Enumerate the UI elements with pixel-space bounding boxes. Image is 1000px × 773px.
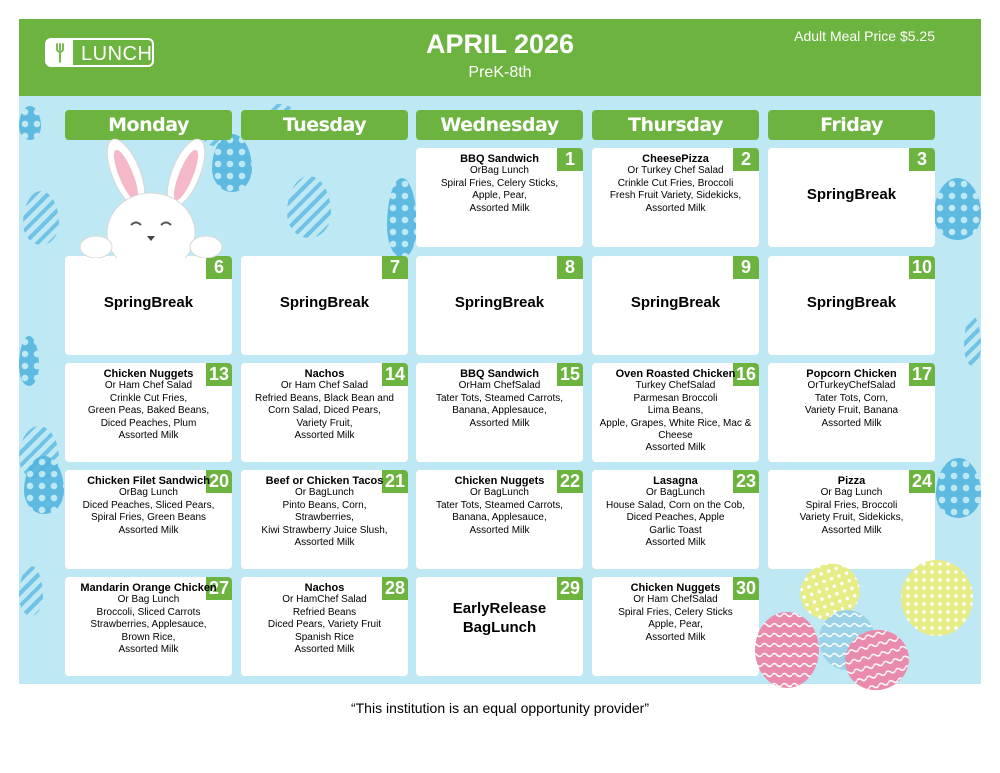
menu-list <box>768 368 935 430</box>
menu-item: Apple, Grapes, White Rice, Mac & <box>599 417 752 429</box>
menu-item: Variety Fruit, Sidekicks, <box>799 512 904 524</box>
menu-item: Tater Tots, Corn, <box>814 392 889 404</box>
menu-item: Assorted Milk <box>118 644 179 656</box>
menu-item: Assorted Milk <box>645 202 706 214</box>
menu-entree: Pizza <box>837 475 866 487</box>
menu-item: Strawberries, <box>295 512 354 524</box>
menu-entree: Nachos <box>304 582 345 594</box>
calendar-day-cell <box>241 363 408 462</box>
menu-entree: Beef or Chicken Tacos <box>265 475 384 487</box>
menu-item: Variety Fruit, <box>296 417 353 429</box>
menu-entree: CheesePizza <box>642 153 709 165</box>
menu-entree: Popcorn Chicken <box>806 368 897 380</box>
menu-item: Or BagLunch <box>470 487 529 499</box>
menu-list <box>592 153 759 215</box>
day-number: 28 <box>382 577 408 600</box>
menu-item: Corn Salad, Diced Pears, <box>268 405 381 417</box>
menu-item: Apple, Pear, <box>472 190 527 202</box>
egg-icon <box>387 178 417 258</box>
day-number: 16 <box>733 363 759 386</box>
calendar-day-cell <box>416 470 583 569</box>
menu-list <box>65 582 232 656</box>
menu-item: Or BagLunch <box>295 487 354 499</box>
calendar-day-cell <box>416 577 583 676</box>
day-note: EarlyRelease BagLunch <box>452 600 547 636</box>
menu-item: Banana, Applesauce, <box>452 405 547 417</box>
calendar-day-cell <box>416 363 583 462</box>
bunny-icon <box>76 133 226 258</box>
menu-item: OrTurkeyChefSalad <box>807 380 896 392</box>
menu-item: House Salad, Corn on the Cob, <box>606 499 745 511</box>
egg-icon <box>934 178 981 240</box>
egg-icon <box>19 336 39 386</box>
menu-entree: Chicken Filet Sandwich <box>87 475 210 487</box>
day-number: 1 <box>557 148 583 171</box>
egg-icon <box>964 316 981 366</box>
menu-item: Lima Beans, <box>647 405 704 417</box>
menu-list <box>241 368 408 442</box>
menu-item: Assorted Milk <box>645 631 706 643</box>
day-number: 29 <box>557 577 583 600</box>
day-header-wednesday: Wednesday <box>416 110 583 140</box>
menu-list <box>65 475 232 537</box>
menu-item: Assorted Milk <box>821 417 882 429</box>
adult-meal-price: Adult Meal Price $5.25 <box>794 28 935 44</box>
day-number: 27 <box>206 577 232 600</box>
menu-item: Tater Tots, Steamed Carrots, <box>435 392 564 404</box>
menu-list <box>592 368 759 455</box>
day-header-tuesday: Tuesday <box>241 110 408 140</box>
menu-item: Banana, Applesauce, <box>452 512 547 524</box>
footer-statement: “This institution is an equal opportunity provider” <box>350 700 650 716</box>
header-banner <box>19 19 981 96</box>
menu-list <box>592 582 759 644</box>
menu-item: Assorted Milk <box>294 644 355 656</box>
day-number: 10 <box>909 256 935 279</box>
egg-icon <box>23 191 59 245</box>
menu-item: Pinto Beans, Corn, <box>282 499 367 511</box>
menu-item: Spiral Fries, Celery Sticks <box>618 606 733 618</box>
day-number: 9 <box>733 256 759 279</box>
menu-item: Or Ham Chef Salad <box>280 380 369 392</box>
day-note: SpringBreak <box>454 294 545 311</box>
day-number: 17 <box>909 363 935 386</box>
menu-item: Assorted Milk <box>469 524 530 536</box>
menu-item: Diced Peaches, Apple <box>626 512 725 524</box>
menu-list <box>416 475 583 537</box>
menu-entree: Oven Roasted Chicken <box>615 368 736 380</box>
day-number: 13 <box>206 363 232 386</box>
menu-item: Assorted Milk <box>294 537 355 549</box>
menu-item: Or BagLunch <box>646 487 705 499</box>
day-number: 24 <box>909 470 935 493</box>
menu-item: Or Ham ChefSalad <box>633 594 718 606</box>
menu-item: Or HamChef Salad <box>282 594 367 606</box>
menu-item: Green Peas, Baked Beans, <box>87 405 210 417</box>
calendar-day-cell <box>592 577 759 676</box>
menu-item: Assorted Milk <box>821 524 882 536</box>
day-header-monday: Monday <box>65 110 232 140</box>
menu-item: Or Turkey Chef Salad <box>627 165 724 177</box>
menu-list <box>416 153 583 215</box>
day-number: 3 <box>909 148 935 171</box>
page-title: APRIL 2026 <box>425 29 575 59</box>
menu-item: Diced Peaches, Sliced Pears, <box>82 499 215 511</box>
menu-item: Spiral Fries, Green Beans <box>90 512 207 524</box>
day-note: SpringBreak <box>630 294 721 311</box>
day-number: 7 <box>382 256 408 279</box>
menu-item: Cheese <box>658 430 693 442</box>
day-number: 8 <box>557 256 583 279</box>
day-header-thursday: Thursday <box>592 110 759 140</box>
menu-entree: Nachos <box>304 368 345 380</box>
menu-item: Crinkle Cut Fries, Broccoli <box>617 177 734 189</box>
calendar-day-cell <box>241 256 408 355</box>
calendar-day-cell <box>592 470 759 569</box>
menu-item: Spiral Fries, Broccoli <box>805 499 898 511</box>
calendar-day-cell <box>768 148 935 247</box>
menu-item: Brown Rice, <box>121 631 176 643</box>
logo-text: LUNCH <box>81 43 153 65</box>
menu-item: Spanish Rice <box>295 631 354 643</box>
egg-icon <box>19 106 41 140</box>
egg-icon <box>936 458 981 518</box>
menu-entree: BBQ Sandwich <box>460 368 539 380</box>
menu-item: Fresh Fruit Variety, Sidekicks, <box>609 190 742 202</box>
day-number: 15 <box>557 363 583 386</box>
menu-item: OrBag Lunch <box>470 165 529 177</box>
calendar-day-cell <box>416 256 583 355</box>
calendar-day-cell <box>241 577 408 676</box>
menu-item: Assorted Milk <box>118 430 179 442</box>
day-note: SpringBreak <box>806 294 897 311</box>
menu-item: Or Bag Lunch <box>820 487 883 499</box>
menu-entree: Chicken Nuggets <box>103 368 194 380</box>
day-number: 30 <box>733 577 759 600</box>
menu-entree: Chicken Nuggets <box>630 582 721 594</box>
day-header-friday: Friday <box>768 110 935 140</box>
calendar-day-cell <box>592 363 759 462</box>
menu-item: Garlic Toast <box>649 524 702 536</box>
menu-item: Diced Peaches, Plum <box>100 417 197 429</box>
menu-list <box>241 475 408 549</box>
page-subtitle: PreK-8th <box>468 64 532 81</box>
menu-item: Or Ham Chef Salad <box>104 380 193 392</box>
calendar-day-cell <box>592 148 759 247</box>
menu-item: Assorted Milk <box>469 417 530 429</box>
menu-item: Assorted Milk <box>469 202 530 214</box>
calendar-day-cell <box>416 148 583 247</box>
day-note: SpringBreak <box>279 294 370 311</box>
menu-list <box>416 368 583 430</box>
menu-list <box>592 475 759 549</box>
easter-eggs-icon <box>752 560 982 690</box>
menu-item: Or Bag Lunch <box>117 594 180 606</box>
menu-list <box>241 582 408 656</box>
menu-item: Broccoli, Sliced Carrots <box>96 606 201 618</box>
day-number: 6 <box>206 256 232 279</box>
calendar-day-cell <box>768 470 935 569</box>
menu-item: Diced Pears, Variety Fruit <box>267 619 382 631</box>
calendar-day-cell <box>768 363 935 462</box>
menu-item: Assorted Milk <box>645 537 706 549</box>
menu-item: Tater Tots, Steamed Carrots, <box>435 499 564 511</box>
menu-item: Turkey ChefSalad <box>635 380 716 392</box>
menu-entree: Chicken Nuggets <box>454 475 545 487</box>
menu-item: Crinkle Cut Fries, <box>109 392 188 404</box>
calendar-day-cell <box>592 256 759 355</box>
day-number: 20 <box>206 470 232 493</box>
day-note: SpringBreak <box>103 294 194 311</box>
menu-item: OrHam ChefSalad <box>458 380 541 392</box>
egg-icon <box>19 566 43 616</box>
calendar-day-cell <box>65 363 232 462</box>
day-number: 22 <box>557 470 583 493</box>
menu-item: Assorted Milk <box>294 430 355 442</box>
menu-list <box>768 475 935 537</box>
menu-item: Assorted Milk <box>645 442 706 454</box>
menu-item: Spiral Fries, Celery Sticks, <box>440 177 559 189</box>
menu-list <box>65 368 232 442</box>
menu-entree: Lasagna <box>653 475 698 487</box>
egg-icon <box>287 176 331 238</box>
day-number: 23 <box>733 470 759 493</box>
menu-item: Apple, Pear, <box>648 619 703 631</box>
menu-entree: BBQ Sandwich <box>460 153 539 165</box>
calendar-day-cell <box>768 256 935 355</box>
day-number: 2 <box>733 148 759 171</box>
menu-item: Assorted Milk <box>118 524 179 536</box>
day-number: 21 <box>382 470 408 493</box>
day-note: SpringBreak <box>806 186 897 203</box>
menu-item: Refried Beans <box>292 606 357 618</box>
calendar-day-cell <box>65 256 232 355</box>
menu-item: Refried Beans, Black Bean and <box>255 392 394 404</box>
menu-item: Parmesan Broccoli <box>633 392 718 404</box>
menu-item: Variety Fruit, Banana <box>804 405 899 417</box>
calendar-day-cell <box>65 470 232 569</box>
menu-entree: Mandarin Orange Chicken <box>80 582 217 594</box>
menu-item: OrBag Lunch <box>119 487 178 499</box>
calendar-day-cell <box>241 470 408 569</box>
calendar-day-cell <box>65 577 232 676</box>
menu-item: Kiwi Strawberry Juice Slush, <box>261 524 388 536</box>
day-number: 14 <box>382 363 408 386</box>
menu-item: Strawberries, Applesauce, <box>90 619 207 631</box>
